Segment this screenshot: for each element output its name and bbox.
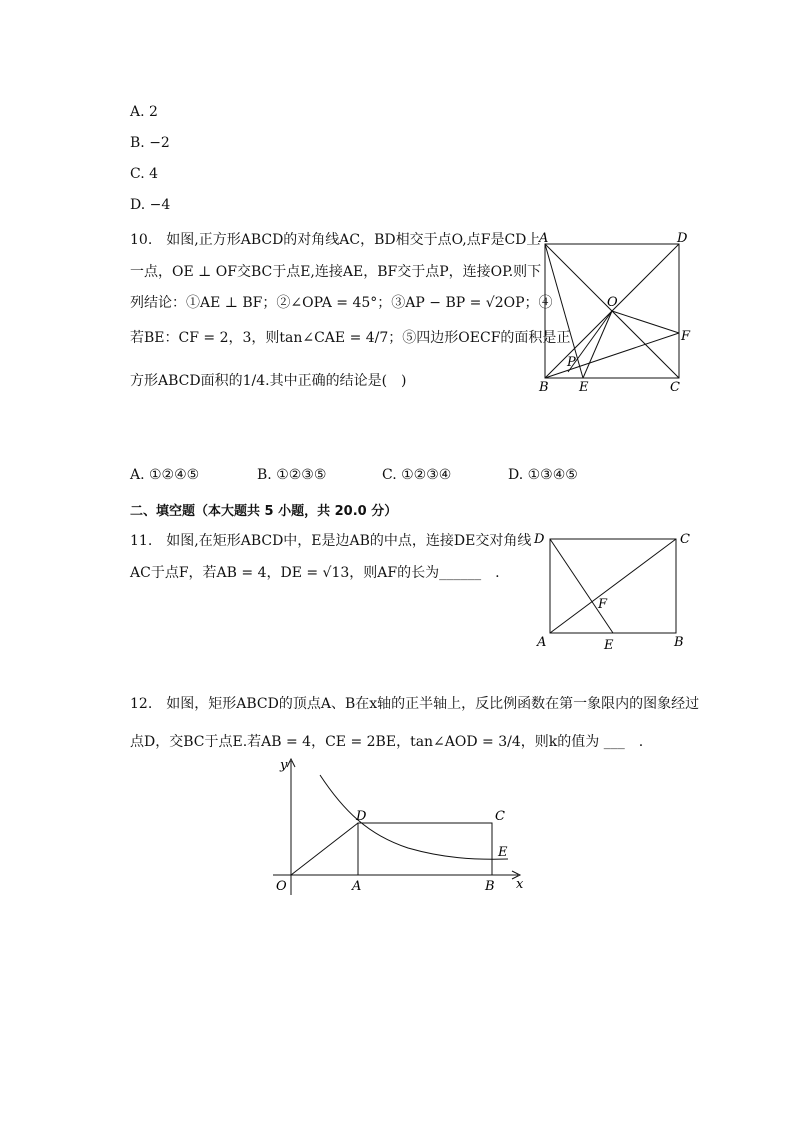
- q12-label-y: y: [280, 758, 288, 773]
- q11-label-d: D: [534, 532, 545, 547]
- q10-square-figure: [535, 228, 695, 398]
- q10-label-f: F: [681, 329, 691, 344]
- q12-graph-figure: [268, 755, 538, 900]
- q11-line-2: AC于点F，若AB = 4，DE = √13，则AF的长为______ .: [130, 565, 500, 581]
- option-d-prev: D. −4: [130, 197, 171, 213]
- q11-label-e: E: [604, 638, 614, 653]
- q12-label-b: B: [485, 879, 495, 894]
- q11-label-f: F: [598, 597, 608, 612]
- q10-label-a: A: [539, 231, 549, 246]
- q10-line-5: 方形ABCD面积的1/4.其中正确的结论是( ): [130, 373, 407, 389]
- q12-line-2: 点D，交BC于点E.若AB = 4，CE = 2BE，tan∠AOD = 3/4，则k的值为 ___ .: [130, 734, 644, 750]
- q12-label-o: O: [276, 879, 287, 894]
- q11-label-a: A: [537, 635, 547, 650]
- q10-label-b: B: [539, 380, 549, 395]
- q10-label-d: D: [677, 231, 688, 246]
- q10-label-e: E: [579, 380, 589, 395]
- section-2-heading: 二、填空题（本大题共 5 小题，共 20.0 分）: [130, 504, 398, 519]
- q10-label-c: C: [670, 380, 680, 395]
- q12-label-c: C: [495, 809, 505, 824]
- q11-line-1: 11. 如图,在矩形ABCD中，E是边AB的中点，连接DE交对角线: [130, 533, 532, 549]
- q12-label-e: E: [498, 845, 508, 860]
- q10-line-4: 若BE：CF = 2，3，则tan∠CAE = 4/7；⑤四边形OECF的面积是正: [130, 330, 571, 346]
- q11-label-c: C: [680, 532, 690, 547]
- q12-label-d: D: [356, 809, 367, 824]
- q10-option-a: A. ①②④⑤: [130, 467, 200, 483]
- q11-rectangle-figure: [532, 528, 702, 654]
- q11-label-b: B: [674, 635, 684, 650]
- q10-label-o: O: [607, 295, 618, 310]
- option-c-prev: C. 4: [130, 166, 159, 182]
- q10-line-3: 列结论：①AE ⊥ BF；②∠OPA = 45°；③AP − BP = √2OP；④: [130, 295, 553, 311]
- q10-option-d: D. ①③④⑤: [508, 467, 578, 483]
- q12-label-a: A: [352, 879, 362, 894]
- q10-line-2: 一点，OE ⊥ OF交BC于点E,连接AE，BF交于点P，连接OP.则下: [130, 264, 542, 280]
- q10-option-c: C. ①②③④: [382, 467, 452, 483]
- q12-label-x: x: [516, 877, 524, 892]
- q10-line-1: 10. 如图,正方形ABCD的对角线AC，BD相交于点O,点F是CD上: [130, 232, 541, 248]
- option-b-prev: B. −2: [130, 135, 170, 151]
- option-a-prev: A. 2: [130, 104, 158, 120]
- q12-line-1: 12. 如图，矩形ABCD的顶点A、B在x轴的正半轴上，反比例函数在第一象限内的图象经过: [130, 696, 700, 712]
- q10-option-b: B. ①②③⑤: [257, 467, 327, 483]
- q10-label-p: P: [567, 355, 576, 370]
